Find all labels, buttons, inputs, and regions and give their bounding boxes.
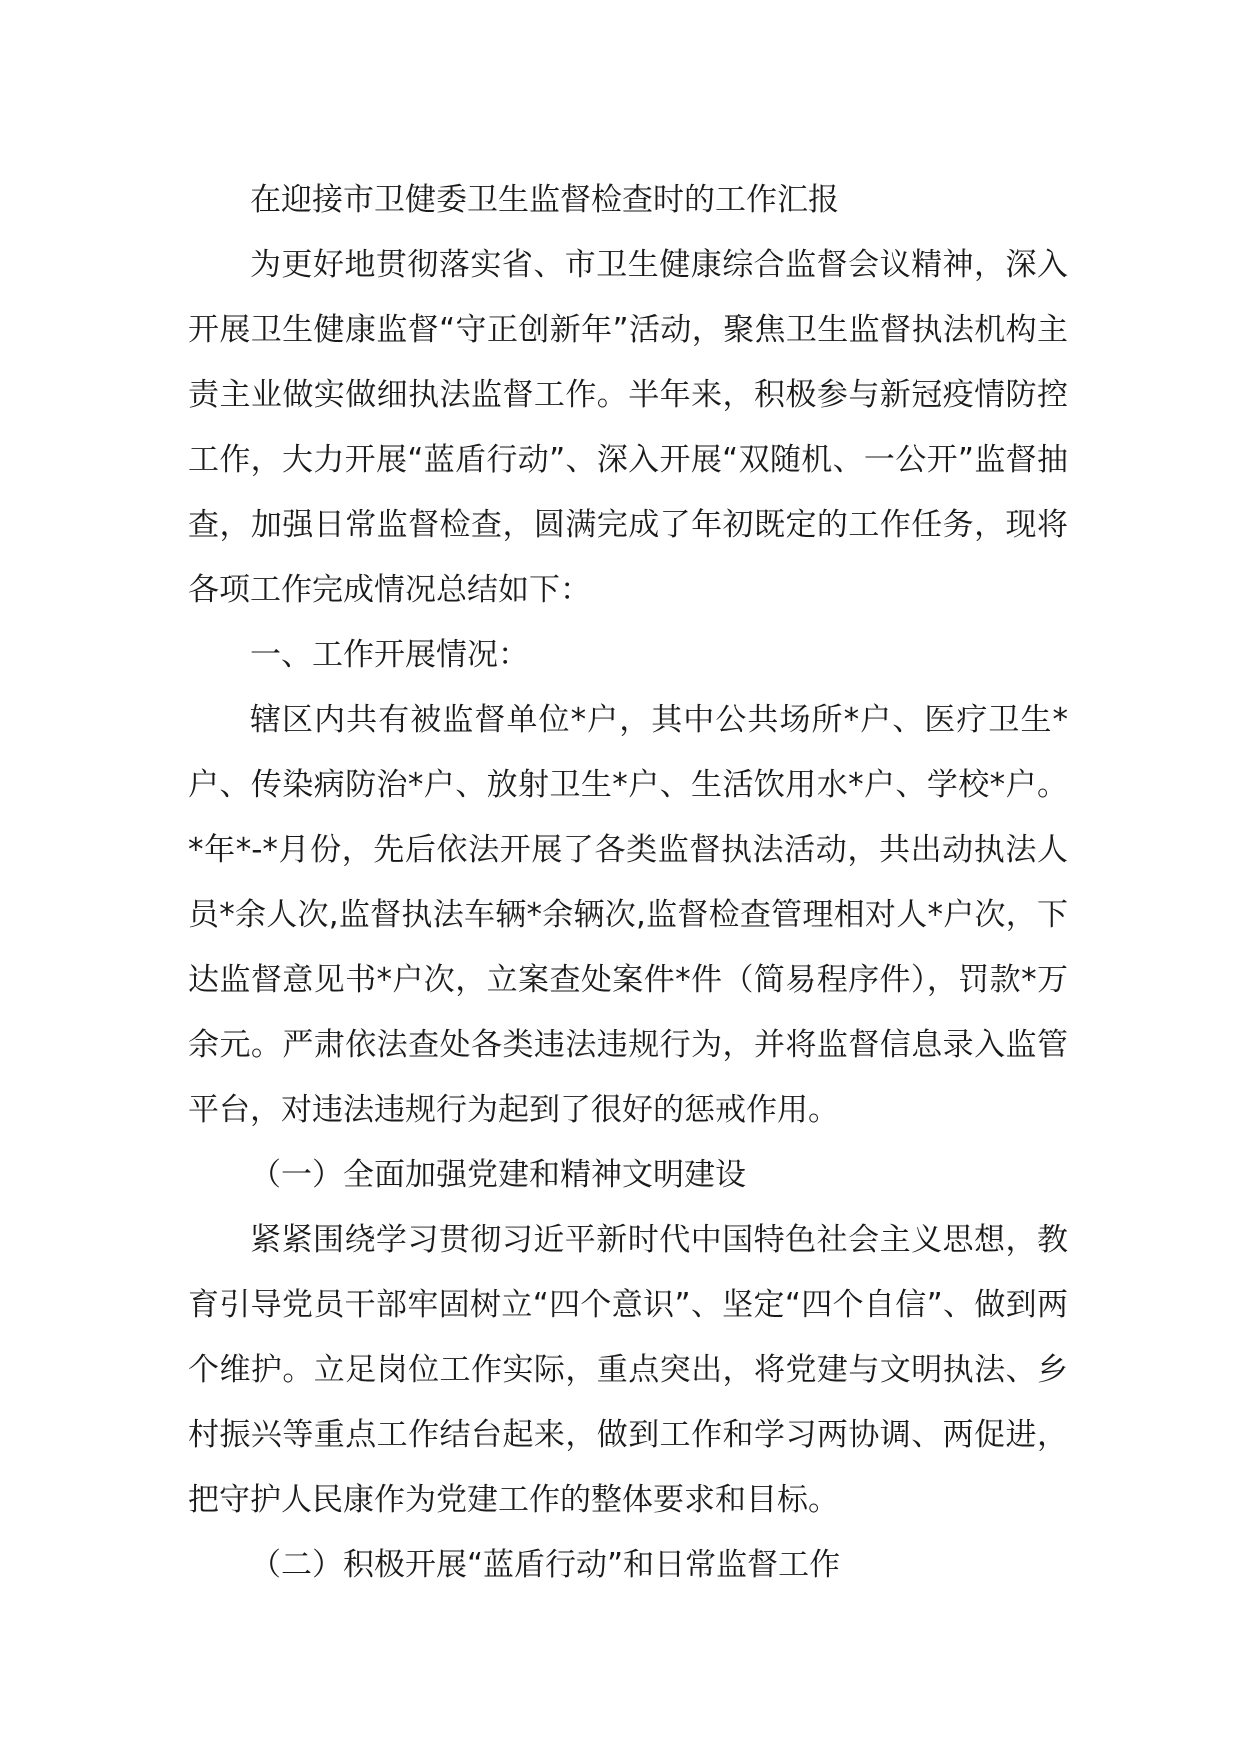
subsection-heading-party-building: （一）全面加强党建和精神文明建设 [250, 1157, 746, 1193]
section-heading-work-status: 一、工作开展情况： [250, 637, 529, 673]
party-building-paragraph: 紧紧围绕学习贯彻习近平新时代中国特色社会主义思想，教育引导党员干部牢固树立“四个意识”、坚定“四个自信”、做到两个维护。立足岗位工作实际，重点突出，将党建与文明执法、乡村振兴等重点工作结台起来，做到工作和学习两协调、两促进，把守护人民康作为党建工作的整体要求和目标。 [188, 1222, 1068, 1518]
work-status-paragraph: 辖区内共有被监督单位*户，其中公共场所*户、医疗卫生*户、传染病防治*户、放射卫生*户、生活饮用水*户、学校*户。*年*-*月份，先后依法开展了各类监督执法活动，共出动执法人员*余人次,监督执法车辆*余辆次,监督检查管理相对人*户次，下达监督意见书*户次，立案查处案件*件（简易程序件），罚款*万余元。严肃依法查处各类违法违规行为，并将监督信息录入监管平台，对违法违规行为起到了很好的惩戒作用。 [188, 702, 1068, 1128]
intro-paragraph: 为更好地贯彻落实省、市卫生健康综合监督会议精神，深入开展卫生健康监督“守正创新年”活动，聚焦卫生监督执法机构主责主业做实做细执法监督工作。半年来，积极参与新冠疫情防控工作，大力开展“蓝盾行动”、深入开展“双随机、一公开”监督抽查，加强日常监督检查，圆满完成了年初既定的工作任务，现将各项工作完成情况总结如下： [188, 247, 1068, 608]
subsection-heading-blue-shield: （二）积极开展“蓝盾行动”和日常监督工作 [250, 1547, 841, 1583]
document-title: 在迎接市卫健委卫生监督检查时的工作汇报 [250, 182, 839, 218]
document-page [188, 168, 1068, 1598]
